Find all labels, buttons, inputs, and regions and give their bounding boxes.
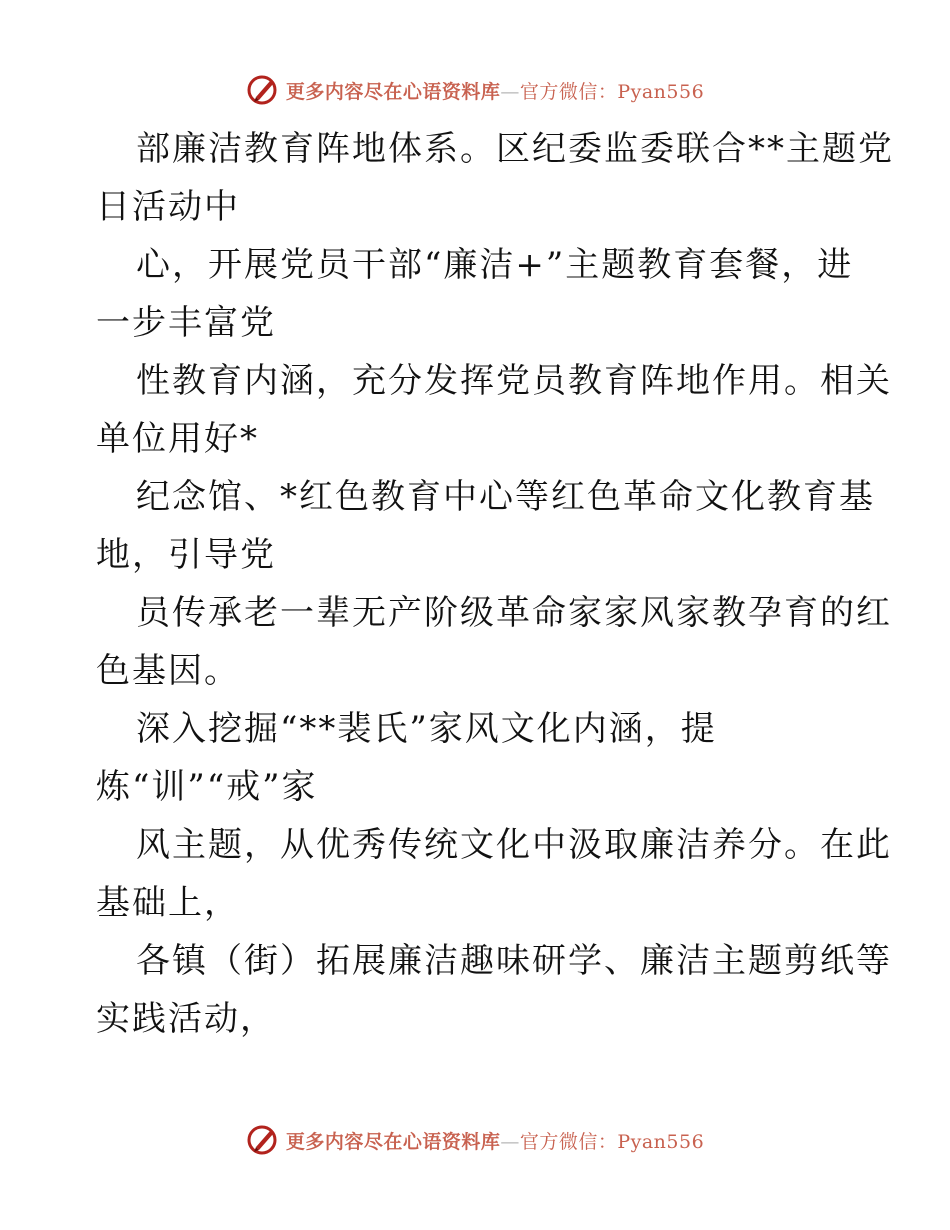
pen-logo-icon	[246, 73, 280, 107]
header-banner-text: 更多内容尽在心语资料库—官方微信：Pyan556	[285, 80, 705, 103]
body-line: 员传承老一辈无产阶级革命家家风家教孕育的红	[136, 593, 892, 633]
body-line: 性教育内涵，充分发挥党员教育阵地作用。相关	[136, 361, 892, 401]
body-line: 地，引导党	[96, 535, 276, 575]
body-line: 日活动中	[96, 187, 240, 227]
footer-banner	[0, 1120, 950, 1160]
footer-banner-text: 更多内容尽在心语资料库—官方微信：Pyan556	[285, 1130, 705, 1153]
body-line: 纪念馆、*红色教育中心等红色革命文化教育基	[136, 477, 875, 517]
body-line: 实践活动，	[96, 999, 276, 1039]
body-line: 基础上，	[96, 883, 240, 923]
document-body	[96, 120, 894, 1048]
header-banner	[0, 70, 950, 110]
body-line: 部廉洁教育阵地体系。区纪委监委联合**主题党	[136, 129, 894, 169]
body-line: 色基因。	[96, 651, 240, 691]
body-line: 各镇（街）拓展廉洁趣味研学、廉洁主题剪纸等	[136, 941, 892, 981]
body-line: 心，开展党员干部“廉洁+”主题教育套餐，进	[136, 245, 854, 285]
body-line: 深入挖掘“**裴氏”家风文化内涵，提	[136, 709, 717, 749]
pen-logo-icon	[246, 1123, 280, 1157]
body-line: 单位用好*	[96, 419, 259, 459]
body-line: 风主题，从优秀传统文化中汲取廉洁养分。在此	[136, 825, 892, 865]
body-line: 炼“训”“戒”家	[96, 767, 318, 807]
body-line: 一步丰富党	[96, 303, 276, 343]
